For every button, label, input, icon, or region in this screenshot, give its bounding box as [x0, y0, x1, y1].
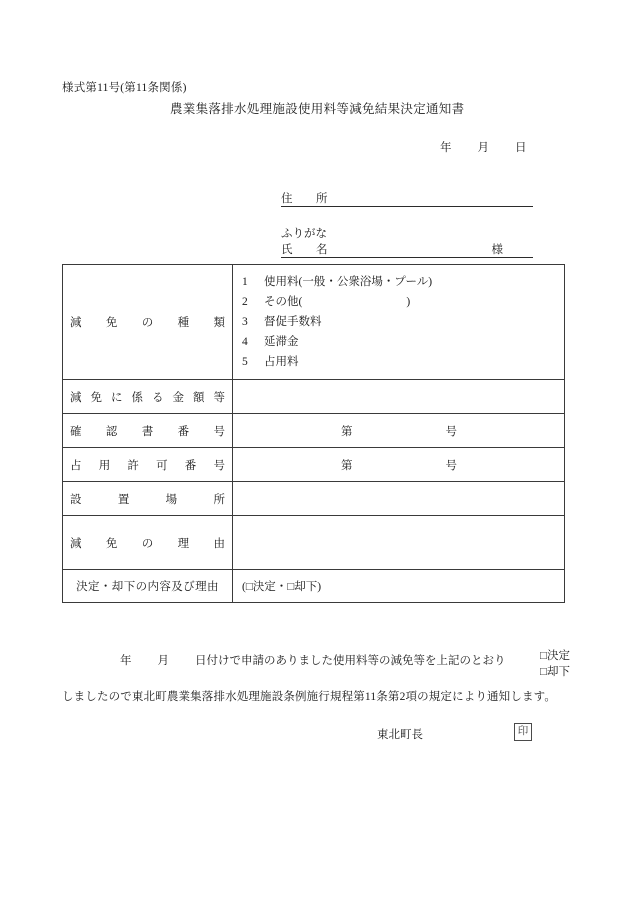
closing-paragraph: [62, 650, 570, 703]
kind-label: [70, 314, 225, 330]
issue-date-year: 年: [440, 142, 452, 154]
application-date-month: 月: [157, 655, 169, 667]
kind-label-char: 種: [177, 317, 190, 329]
place-label: [70, 491, 225, 507]
kind-option-number: 1: [242, 276, 248, 288]
issue-date-day: 日: [515, 142, 527, 154]
kind-option-number: 5: [242, 356, 248, 368]
permit-number-label-char: 占: [70, 459, 82, 472]
permit-number-label-char: 可: [156, 459, 168, 472]
decision-label: 決定・却下の内容及び理由: [76, 581, 219, 593]
name-row: [281, 240, 533, 258]
reason-label-char: 理: [177, 537, 190, 550]
reason-value-cell[interactable]: [233, 516, 565, 570]
reason-label-char: 由: [213, 537, 225, 550]
permit-number-row: [233, 457, 564, 473]
permit-number-label-char: 号: [213, 459, 225, 472]
reason-label-cell: [63, 516, 233, 570]
place-label-char: 場: [165, 493, 178, 506]
kind-option-1[interactable]: [242, 272, 564, 292]
decision-checkbox-group[interactable]: (□決定・□却下): [242, 581, 322, 593]
amount-label-cell: [63, 380, 233, 414]
closing-line-1-text: [120, 652, 506, 668]
closing-line-1-rest: 日付けで申請のありました使用料等の減免等を上記のとおり: [195, 655, 506, 667]
name-honorific: 様: [491, 244, 503, 256]
reason-label-char: 免: [105, 537, 118, 550]
address-label: 住 所: [281, 193, 334, 205]
place-value-cell[interactable]: [233, 482, 565, 516]
amount-label-char: に: [111, 391, 123, 404]
application-date-year: 年: [120, 655, 132, 667]
place-label-char: 所: [213, 493, 225, 506]
permit-number-label: [70, 457, 225, 473]
kind-option-number: 3: [242, 316, 248, 328]
checkbox-reject[interactable]: □却下: [540, 666, 570, 678]
permit-number-label-char: 番: [184, 459, 197, 472]
confirm-number-row: [233, 423, 564, 439]
decision-value-cell[interactable]: [233, 570, 565, 603]
kind-option-text-after: ): [406, 296, 411, 308]
kind-option-list: [233, 265, 564, 379]
confirm-number-prefix: 第: [341, 425, 353, 438]
seal-icon: 印: [514, 723, 532, 741]
reason-label-char: 減: [70, 537, 82, 550]
decision-label-cell: [63, 570, 233, 603]
kind-label-char: 減: [70, 317, 82, 329]
place-label-cell: [63, 482, 233, 516]
reduction-form-table: [62, 264, 565, 603]
checkbox-approve[interactable]: □決定: [540, 650, 570, 662]
kind-options-cell: [233, 265, 565, 380]
address-field[interactable]: [281, 189, 533, 207]
permit-number-label-char: 許: [127, 459, 139, 472]
amount-label: [70, 389, 225, 405]
form-number: 様式第11号(第11条関係): [62, 82, 187, 94]
confirm-number-label: [70, 423, 225, 439]
furigana-label: ふりがな: [281, 228, 327, 240]
table-row-amount: [63, 380, 565, 414]
table-row-decision: [63, 570, 565, 603]
kind-option-2[interactable]: [242, 292, 564, 312]
kind-option-number: 4: [242, 336, 248, 348]
kind-label-char: の: [141, 317, 154, 329]
amount-label-char: 免: [90, 391, 102, 404]
document-title: 農業集落排水処理施設使用料等減免結果決定通知書: [170, 102, 465, 116]
amount-label-char: 金: [172, 391, 184, 404]
confirm-number-label-char: 確: [70, 425, 82, 438]
table-row-place: [63, 482, 565, 516]
confirm-number-value-cell[interactable]: [233, 414, 565, 448]
table-row-kind: [63, 265, 565, 380]
closing-line-2: しましたので東北町農業集落排水処理施設条例施行規程第11条第2項の規定により通知します。: [62, 691, 556, 703]
permit-number-label-cell: [63, 448, 233, 482]
amount-label-char: 係: [131, 391, 143, 404]
issuer-name: 東北町長: [377, 729, 423, 741]
name-label: 氏 名: [281, 244, 334, 256]
confirm-number-label-cell: [63, 414, 233, 448]
reason-label: [70, 535, 225, 551]
kind-label-char: 免: [105, 317, 118, 329]
confirm-number-label-char: 書: [141, 425, 154, 438]
name-field[interactable]: [281, 240, 533, 258]
decision-choice-group[interactable]: [540, 648, 570, 680]
confirm-number-label-char: 認: [105, 425, 118, 438]
kind-option-label: 使用料(一般・公衆浴場・プール): [264, 276, 433, 288]
kind-option-label: 督促手数料: [264, 316, 322, 328]
address-row: [281, 189, 533, 207]
amount-value-cell[interactable]: [233, 380, 565, 414]
place-label-char: 設: [70, 493, 82, 506]
table-row-reason: [63, 516, 565, 570]
reason-label-char: の: [141, 537, 154, 550]
kind-option-3[interactable]: [242, 312, 564, 332]
permit-number-label-char: 用: [98, 459, 111, 472]
kind-option-label: [264, 292, 410, 312]
kind-option-label: 占用料: [264, 356, 299, 368]
kind-label-cell: [63, 265, 233, 380]
kind-option-number: 2: [242, 296, 248, 308]
kind-option-5[interactable]: [242, 352, 564, 372]
kind-option-label: 延滞金: [264, 336, 299, 348]
kind-option-4[interactable]: [242, 332, 564, 352]
amount-label-char: る: [152, 391, 164, 404]
amount-label-char: 等: [213, 391, 225, 404]
place-label-char: 置: [117, 493, 130, 506]
closing-line-1: [62, 650, 570, 684]
amount-label-char: 減: [70, 391, 82, 404]
permit-number-suffix: 号: [445, 459, 457, 472]
kind-option-text-before: その他(: [264, 296, 303, 308]
table-row-confirm-number: [63, 414, 565, 448]
confirm-number-suffix: 号: [445, 425, 457, 438]
issue-date-line: [440, 139, 527, 155]
issue-date-month: 月: [477, 142, 489, 154]
table-row-permit-number: [63, 448, 565, 482]
amount-label-char: 額: [193, 391, 205, 404]
kind-label-char: 類: [213, 317, 225, 329]
confirm-number-label-char: 号: [213, 425, 225, 438]
permit-number-value-cell[interactable]: [233, 448, 565, 482]
permit-number-prefix: 第: [341, 459, 353, 472]
confirm-number-label-char: 番: [177, 425, 190, 438]
